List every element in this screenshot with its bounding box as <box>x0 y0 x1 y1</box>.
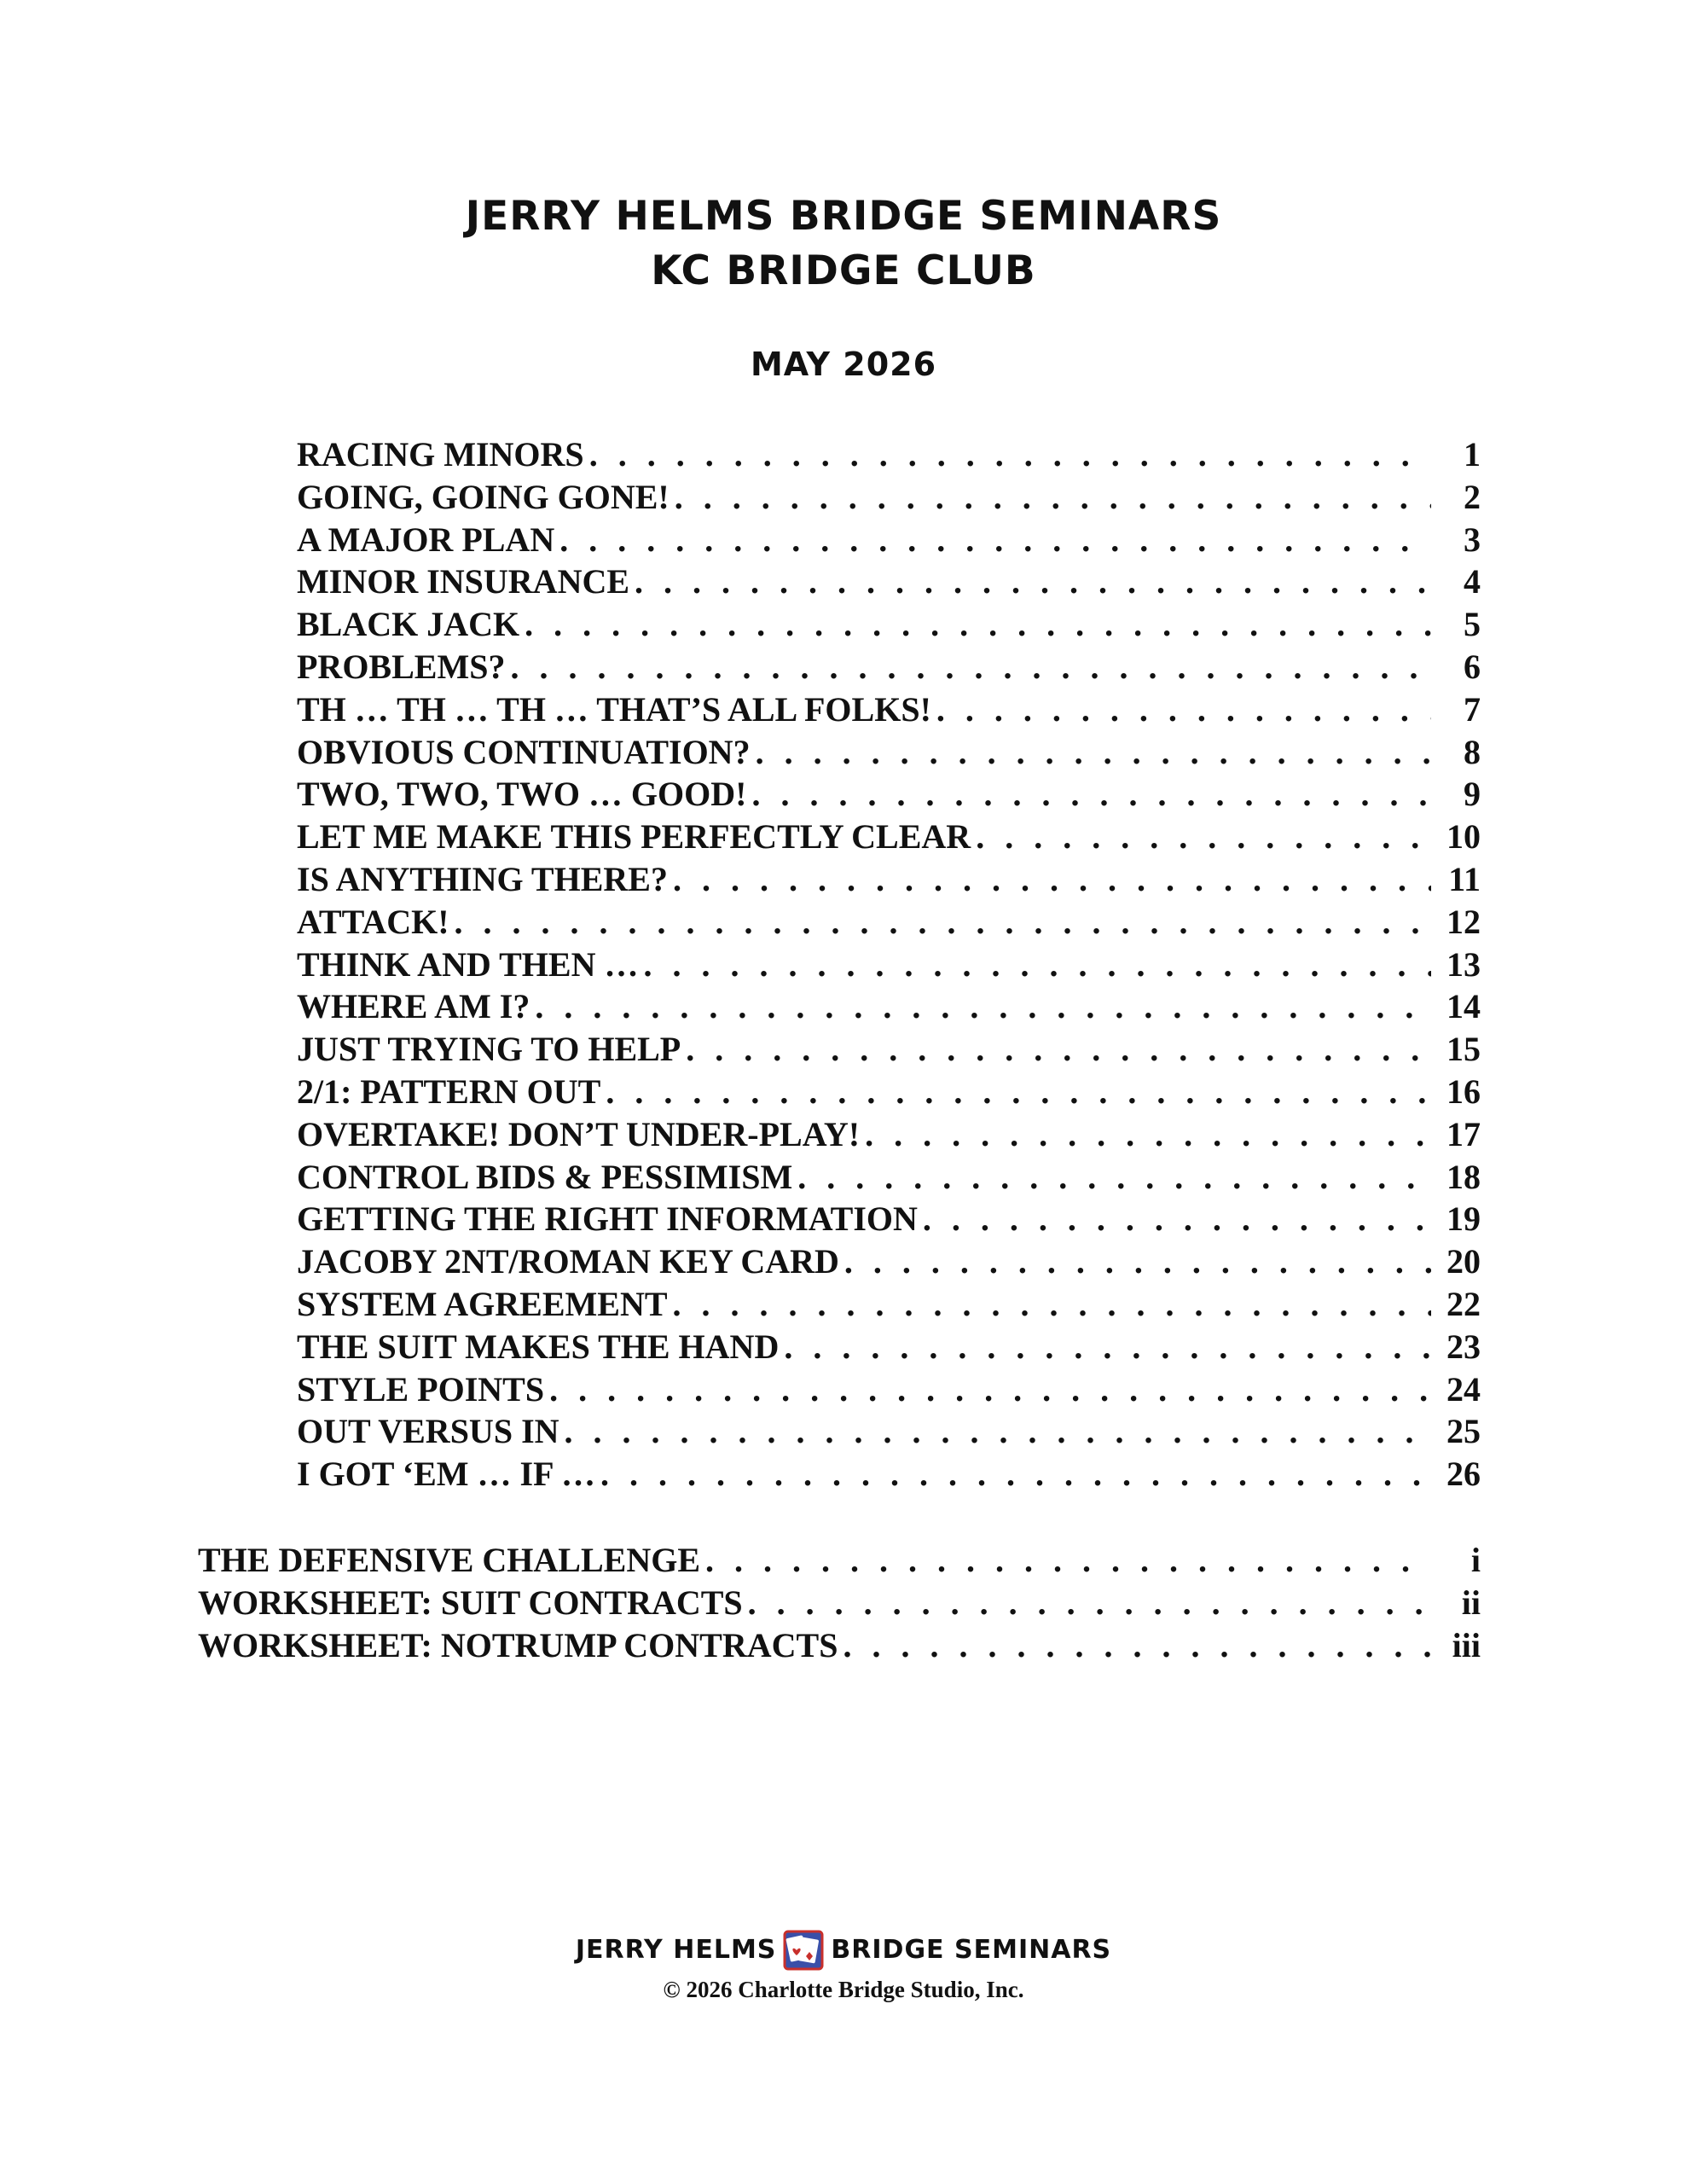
toc-entry-title: MINOR INSURANCE <box>297 562 630 601</box>
dot-leader <box>635 561 1431 603</box>
footer-brand-right: BRIDGE SEMINARS <box>831 1935 1112 1965</box>
toc-entry <box>297 901 1481 944</box>
dot-leader <box>784 1326 1431 1368</box>
toc-entry-page: 12 <box>1446 902 1481 941</box>
toc-entry-page: 22 <box>1446 1284 1481 1323</box>
dot-leader <box>705 1539 1431 1582</box>
toc-entry-page: i <box>1470 1541 1481 1579</box>
toc-entry-title: CONTROL BIDS & PESSIMISM <box>297 1157 793 1196</box>
toc-entry-title: PROBLEMS? <box>297 647 506 686</box>
footer-brand <box>576 1930 1111 1971</box>
toc-entry <box>297 1028 1481 1071</box>
dot-leader <box>865 1113 1431 1156</box>
table-of-contents <box>297 433 1481 1496</box>
toc-entry <box>297 816 1481 858</box>
toc-entry-title: THE DEFENSIVE CHALLENGE <box>198 1541 701 1579</box>
dot-leader <box>525 603 1431 646</box>
toc-entry-page: 13 <box>1446 944 1481 984</box>
dot-leader <box>936 688 1431 731</box>
toc-entry-title: JUST TRYING TO HELP <box>297 1030 681 1069</box>
toc-entry <box>297 1410 1481 1453</box>
toc-entry-title: THE SUIT MAKES THE HAND <box>297 1327 780 1366</box>
header <box>0 189 1687 299</box>
toc-entry-title: JACOBY 2NT/ROMAN KEY CARD <box>297 1242 839 1281</box>
dot-leader <box>797 1156 1431 1199</box>
toc-entry <box>198 1624 1481 1667</box>
toc-entry-page: 3 <box>1464 520 1481 559</box>
dot-leader <box>535 985 1431 1028</box>
copyright-notice: © 2026 Charlotte Bridge Studio, Inc. <box>663 1977 1024 2002</box>
club-name: KC BRIDGE CLUB <box>651 247 1036 294</box>
toc-entry <box>297 603 1481 646</box>
toc-entry-title: OUT VERSUS IN <box>297 1412 559 1451</box>
toc-entry-page: iii <box>1452 1625 1481 1664</box>
toc-entry-title: IS ANYTHING THERE? <box>297 859 668 898</box>
toc-entry <box>297 731 1481 774</box>
toc-entry <box>198 1582 1481 1624</box>
dot-leader <box>673 858 1431 901</box>
dot-leader <box>643 944 1431 986</box>
toc-entry <box>297 519 1481 561</box>
toc-entry-title: TH … TH … TH … THAT’S ALL FOLKS! <box>297 689 931 729</box>
seminar-date: MAY 2026 <box>750 346 937 383</box>
toc-entry <box>297 1240 1481 1283</box>
toc-entry <box>297 646 1481 688</box>
toc-entry <box>297 858 1481 901</box>
toc-entry-title: BLACK JACK <box>297 605 520 644</box>
toc-entry-title: WORKSHEET: NOTRUMP CONTRACTS <box>198 1625 838 1664</box>
toc-entry-title: SYSTEM AGREEMENT <box>297 1284 668 1323</box>
toc-entry-title: A MAJOR PLAN <box>297 520 555 559</box>
dot-leader <box>748 1582 1431 1624</box>
toc-entry-page: 2 <box>1464 477 1481 516</box>
toc-entry-page: 23 <box>1446 1327 1481 1366</box>
bridge-cards-logo-icon <box>783 1930 824 1971</box>
toc-entry-page: 11 <box>1448 859 1481 898</box>
footer <box>0 1930 1687 2005</box>
toc-entry <box>297 1071 1481 1113</box>
toc-entry-page: 14 <box>1446 987 1481 1026</box>
dot-leader <box>673 1283 1431 1326</box>
toc-entry-page: 24 <box>1446 1369 1481 1409</box>
dot-leader <box>756 731 1431 774</box>
toc-entry <box>297 1113 1481 1156</box>
toc-entry <box>297 1368 1481 1411</box>
toc-entry-page: 4 <box>1464 562 1481 601</box>
dot-leader <box>976 816 1431 858</box>
toc-entry-title: LET ME MAKE THIS PERFECTLY CLEAR <box>297 817 971 857</box>
footer-brand-left: JERRY HELMS <box>575 1935 777 1965</box>
toc-entry-page: 5 <box>1464 605 1481 644</box>
toc-entry <box>297 433 1481 476</box>
toc-entry-page: 6 <box>1464 647 1481 686</box>
toc-entry-page: 16 <box>1446 1072 1481 1111</box>
toc-entry-title: GOING, GOING GONE! <box>297 477 670 516</box>
toc-entry-title: RACING MINORS <box>297 435 584 473</box>
toc-entry <box>297 1156 1481 1199</box>
toc-entry-page: 25 <box>1446 1412 1481 1451</box>
dot-leader <box>686 1028 1431 1071</box>
dot-leader <box>844 1240 1431 1283</box>
toc-entry <box>297 476 1481 519</box>
toc-entry-page: 8 <box>1464 732 1481 771</box>
dot-leader <box>589 433 1431 476</box>
toc-entry-page: 1 <box>1464 435 1481 473</box>
dot-leader <box>549 1368 1431 1411</box>
toc-entry <box>297 1453 1481 1496</box>
toc-entry-title: WHERE AM I? <box>297 987 530 1026</box>
dot-leader <box>751 773 1431 816</box>
toc-entry-page: 17 <box>1446 1114 1481 1153</box>
dot-leader <box>843 1624 1431 1667</box>
toc-entry <box>297 944 1481 986</box>
toc-entry <box>297 561 1481 603</box>
date-block <box>0 343 1687 386</box>
toc-entry-page: 18 <box>1446 1157 1481 1196</box>
toc-entry <box>297 688 1481 731</box>
seminar-title: JERRY HELMS BRIDGE SEMINARS <box>465 193 1222 240</box>
dot-leader <box>559 519 1431 561</box>
dot-leader <box>455 901 1431 944</box>
toc-entry <box>297 1283 1481 1326</box>
toc-entry-title: TWO, TWO, TWO … GOOD! <box>297 775 747 814</box>
toc-entry <box>297 1198 1481 1240</box>
dot-leader <box>600 1453 1431 1496</box>
dot-leader <box>923 1198 1431 1240</box>
toc-entry-title: GETTING THE RIGHT INFORMATION <box>297 1199 918 1239</box>
dot-leader <box>606 1071 1431 1113</box>
toc-entry <box>297 773 1481 816</box>
toc-entry-page: 19 <box>1446 1199 1481 1239</box>
dot-leader <box>565 1410 1431 1453</box>
toc-entry-page: 10 <box>1446 817 1481 857</box>
toc-entry-title: THINK AND THEN … <box>297 944 639 984</box>
toc-entry-title: ATTACK! <box>297 902 449 941</box>
toc-entry-title: 2/1: PATTERN OUT <box>297 1072 601 1111</box>
dot-leader <box>510 646 1431 688</box>
toc-entry <box>297 1326 1481 1368</box>
toc-entry-page: ii <box>1461 1583 1481 1622</box>
toc-entry <box>198 1539 1481 1582</box>
toc-entry-page: 9 <box>1464 775 1481 814</box>
toc-entry-page: 20 <box>1446 1242 1481 1281</box>
appendix-contents <box>198 1539 1481 1666</box>
dot-leader <box>675 476 1431 519</box>
toc-entry-page: 7 <box>1464 689 1481 729</box>
toc-entry-title: STYLE POINTS <box>297 1369 545 1409</box>
toc-entry-page: 26 <box>1446 1455 1481 1494</box>
toc-entry-title: WORKSHEET: SUIT CONTRACTS <box>198 1583 743 1622</box>
toc-entry-page: 15 <box>1446 1030 1481 1069</box>
toc-entry <box>297 985 1481 1028</box>
toc-entry-title: OVERTAKE! DON’T UNDER-PLAY! <box>297 1114 861 1153</box>
toc-entry-title: OBVIOUS CONTINUATION? <box>297 732 751 771</box>
toc-entry-title: I GOT ‘EM … IF … <box>297 1455 596 1494</box>
